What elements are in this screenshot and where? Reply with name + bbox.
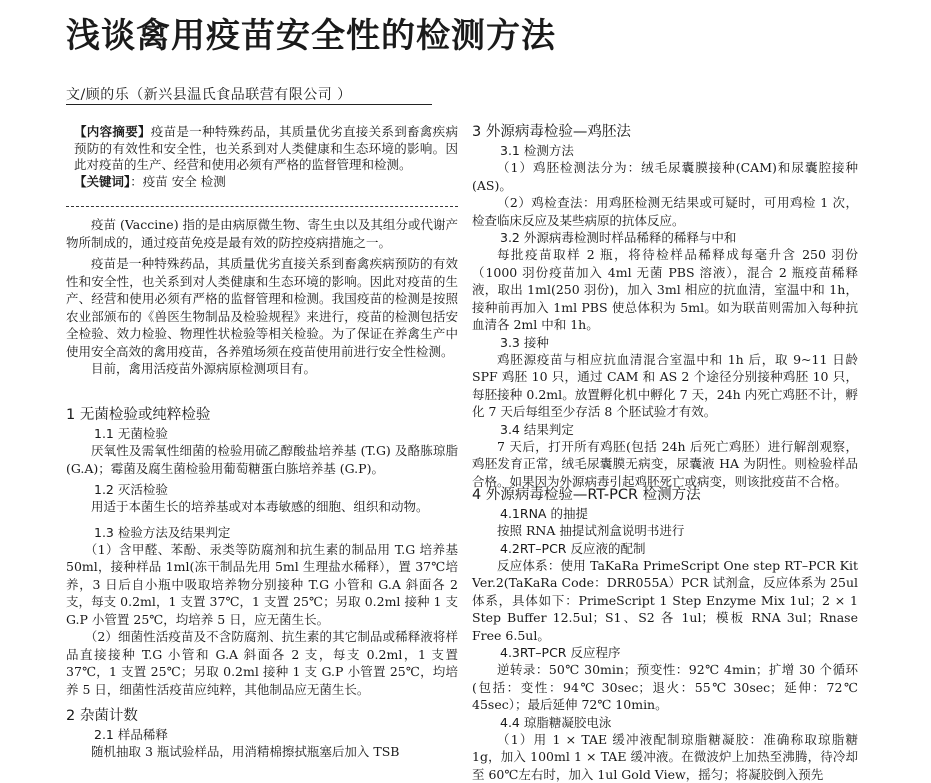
section-3-1-heading: 3.1 检测方法 xyxy=(472,142,858,159)
section-3-heading: 3 外源病毒检验—鸡胚法 xyxy=(472,122,858,142)
section-3-3-text: 鸡胚源疫苗与相应抗血清混合室温中和 1h 后，取 9~11 日龄 SPF 鸡胚 10 只，通过 CAM 和 AS 2 个途径分别接种鸡胚 10 只，每胚接种 0.2ml。放置孵化机中孵化 7 天，24h 内死亡鸡胚不计，孵化 7 天后每组至少存活 8 个胚试验才有效。 xyxy=(472,351,858,421)
section-4 xyxy=(472,485,858,783)
section-2-heading: 2 杂菌计数 xyxy=(66,706,458,726)
section-4-heading: 4 外源病毒检验—RT-PCR 检测方法 xyxy=(472,485,858,505)
section-2-1-text: 随机抽取 3 瓶试验样品，用消精棉擦拭瓶塞后加入 TSB xyxy=(66,743,458,761)
section-2 xyxy=(66,706,458,761)
abstract-text: 疫苗是一种特殊药品，其质量优劣直接关系到畜禽疾病预防的有效性和安全性，也关系到对人类健康和生态环境的影响。因此对疫苗的生产、经营和使用必须有严格的监督管理和检测。 xyxy=(74,124,458,172)
section-1-3-para-2: （2）细菌性活疫苗及不含防腐剂、抗生素的其它制品或稀释液将样品直接接种 T.G 小管和 G.A 斜面各 2 支，每支 0.2ml，1 支置 37℃，1 支置 25℃；另取 0.2ml 接种 1 支 G.P 小管置 25℃，均培养 5 日，细菌性活疫苗应纯粹，其他制品应无菌生长。 xyxy=(66,628,458,698)
section-4-3-heading: 4.3RT–PCR 反应程序 xyxy=(472,644,858,661)
keywords-label: 【关键词】 xyxy=(74,174,130,189)
section-3-4-text: 7 天后，打开所有鸡胚(包括 24h 后死亡鸡胚）进行解剖观察，鸡胚发育正常，绒毛尿囊膜无病变，尿囊液 HA 为阴性。则检验样品合格。如果因为外源病毒引起鸡胚死亡或病变，则该批疫苗不合格。 xyxy=(472,438,858,491)
article-title: 浅谈禽用疫苗安全性的检测方法 xyxy=(66,12,926,60)
intro-paragraph-2: 疫苗是一种特殊药品，其质量优劣直接关系到畜禽疾病预防的有效性和安全性，也关系到对人类健康和生态环境的影响。因此对疫苗的生产、经营和使用必须有严格的监督管理和检测。我国疫苗的检测是按照农业部颁布的《兽医生物制品及检验规程》来进行，疫苗的检测包括安全检验、效力检验、物理性状检验等相关检验。为了保证在养禽生产中使用安全高效的禽用疫苗，各养殖场须在疫苗使用前进行安全性检测。 xyxy=(66,255,458,360)
section-1-3-para-1: （1）含甲醛、苯酚、汞类等防腐剂和抗生素的制品用 T.G 培养基 50ml，接种样品 1ml(冻干制品先用 5ml 生理盐水稀释），置 37℃培养，3 日后自小瓶中吸取培养物分别接种 T.G 小管和 G.A 斜面各 2 支，每支 0.2ml，1 支置 37℃，1 支置 25℃；另取 0.2ml 接种 1 支 G.P 小管置 25℃，均培养 5 日，应无菌生长。 xyxy=(66,541,458,629)
section-1-1-text: 厌氧性及需氧性细菌的检验用硫乙醇酸盐培养基 (T.G) 及酪胨琼脂(G.A)；霉菌及腐生菌检验用葡萄糖蛋白胨培养基 (G.P)。 xyxy=(66,442,458,477)
section-3 xyxy=(472,122,858,490)
section-2-1-heading: 2.1 样品稀释 xyxy=(66,726,458,743)
section-4-3-text: 逆转录：50℃ 30min；预变性：92℃ 4min；扩增 30 个循环(包括：变性：94℃ 30sec；退火：55℃ 30sec；延伸：72℃ 45sec）；最后延伸 72℃ 10min。 xyxy=(472,661,858,714)
section-1-2-heading: 1.2 灭活检验 xyxy=(66,481,458,498)
section-3-2-text: 每批疫苗取样 2 瓶，将待检样品稀释成每毫升含 250 羽份（1000 羽份疫苗加入 4ml 无菌 PBS 溶液），混合 2 瓶疫苗稀释液，取出 1ml(250 羽份)，加入 3ml 相应的抗血清，室温中和 1h，接种前再加入 1ml PBS 使总体积为 5ml。如为联苗则需加入每种抗血清各 2ml 中和 1h。 xyxy=(472,246,858,334)
abstract-block xyxy=(66,124,458,190)
intro-paragraph-3: 目前，禽用活疫苗外源病原检测项目有。 xyxy=(66,360,458,378)
section-3-4-heading: 3.4 结果判定 xyxy=(472,421,858,438)
section-4-2-text: 反应体系：使用 TaKaRa PrimeScript One step RT–PCR Kit Ver.2(TaKaRa Code：DRR055A）PCR 试剂盒，反应体系为 25ul 体系，具体如下：PrimeScript 1 Step Enzyme Mix 1ul；2 × 1 Step Buffer 12.5ul；S1、S2 各 1ul；模板 RNA 3ul；Rnase Free 6.5ul。 xyxy=(472,557,858,645)
section-3-1-para-2: （2）鸡检查法：用鸡胚检测无结果或可疑时，可用鸡检 1 次，检查临床反应及某些病原的抗体反应。 xyxy=(472,194,858,229)
section-3-2-heading: 3.2 外源病毒检测时样品稀释的稀释与中和 xyxy=(472,229,858,246)
section-4-1-heading: 4.1RNA 的抽提 xyxy=(472,505,858,522)
section-1 xyxy=(66,405,458,698)
section-1-3-heading: 1.3 检验方法及结果判定 xyxy=(66,524,458,541)
section-1-1-heading: 1.1 无菌检验 xyxy=(66,425,458,442)
abstract-divider xyxy=(66,206,458,207)
section-4-4-text: （1）用 1 × TAE 缓冲液配制琼脂糖凝胶：准确称取琼脂糖 1g，加入 100ml 1 × TAE 缓冲液。在微波炉上加热至沸腾，待冷却至 60℃左右时，加入 1ul Gold View，摇匀；将凝胶倒入预先 xyxy=(472,731,858,783)
keywords-text: ：疫苗 安全 检测 xyxy=(130,174,225,189)
abstract-paragraph xyxy=(74,124,458,174)
section-3-3-heading: 3.3 接种 xyxy=(472,334,858,351)
section-4-1-text: 按照 RNA 抽提试剂盒说明书进行 xyxy=(472,522,858,540)
intro-block xyxy=(66,216,458,378)
section-4-4-heading: 4.4 琼脂糖凝胶电泳 xyxy=(472,714,858,731)
section-1-heading: 1 无菌检验或纯粹检验 xyxy=(66,405,458,425)
section-1-2-text: 用适于本菌生长的培养基或对本毒敏感的细胞、组织和动物。 xyxy=(66,498,458,516)
abstract-label: 【内容摘要】 xyxy=(74,124,151,139)
author-underline xyxy=(66,104,432,105)
keywords-line xyxy=(74,174,458,191)
intro-paragraph-1: 疫苗 (Vaccine) 指的是由病原微生物、寄生虫以及其组分或代谢产物所制成的，通过疫苗免疫是最有效的防控疫病措施之一。 xyxy=(66,216,458,251)
section-3-1-para-1: （1）鸡胚检测法分为：绒毛尿囊膜接种(CAM)和尿囊腔接种 (AS)。 xyxy=(472,159,858,194)
author-line: 文/顾的乐（新兴县温氏食品联营有限公司 ） xyxy=(66,84,352,104)
section-4-2-heading: 4.2RT–PCR 反应液的配制 xyxy=(472,540,858,557)
